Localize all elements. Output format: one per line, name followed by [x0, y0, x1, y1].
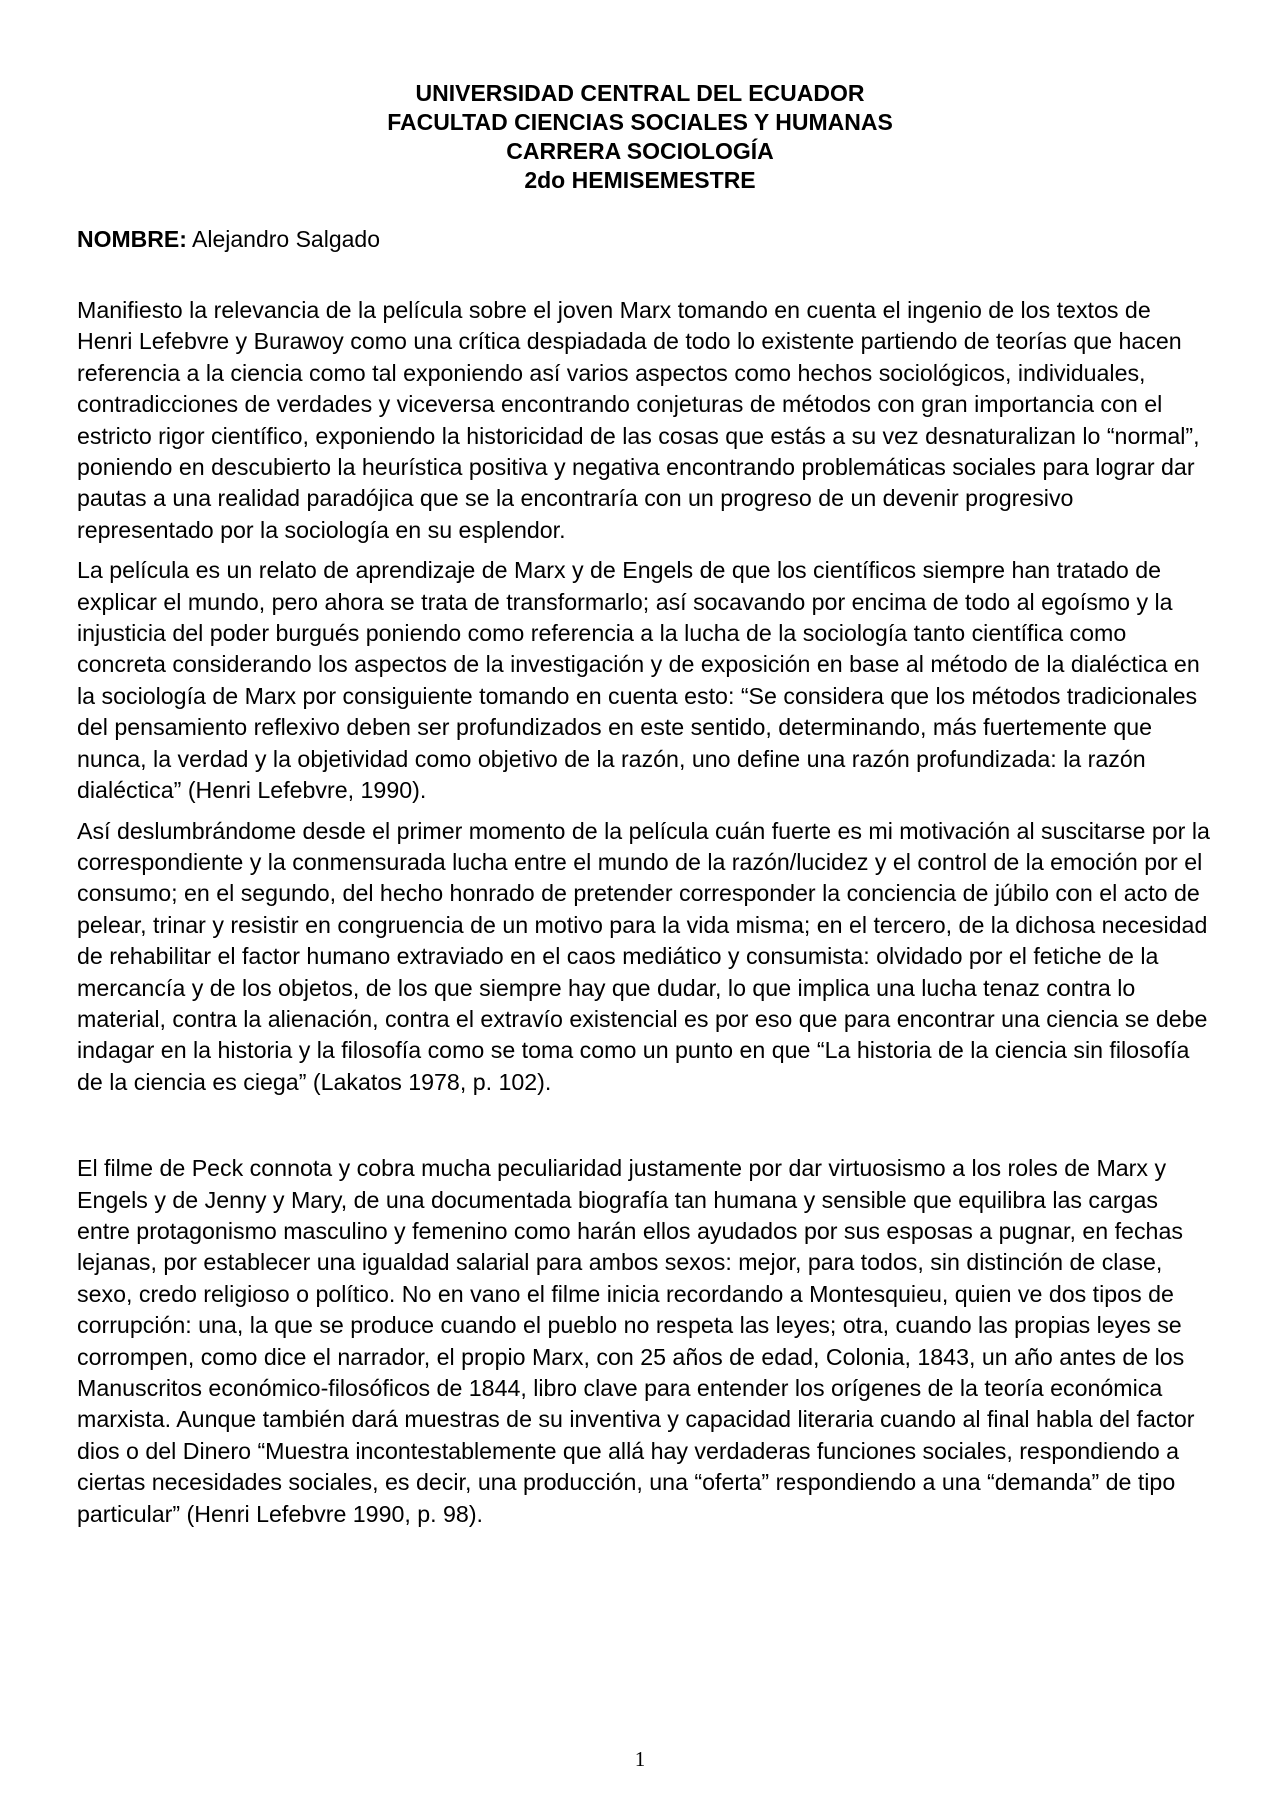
- career-name: CARRERA SOCIOLOGÍA: [506, 138, 774, 164]
- student-name: Alejandro Salgado: [192, 226, 380, 252]
- paragraph-3: Así deslumbrándome desde el primer momento de la película cuán fuerte es mi motivación al suscitarse por la correspondiente y la conmensurada lucha entre el mundo de la razón/lucidez y el control de la emoción por el consumo; en el segundo, del hecho honrado de pretender corresponder la conciencia de júbilo con el acto de pelear, trinar y resistir en congruencia de un motivo para la vida misma; en el tercero, de la dichosa necesidad de rehabilitar el factor humano extraviado en el caos mediático y consumista: olvidado por el fetiche de la mercancía y de los objetos, de los que siempre hay que dudar, lo que implica una lucha tenaz contra lo material, contra la alienación, contra el extravío existencial es por eso que para encontrar una ciencia se debe indagar en la historia y la filosofía como se toma como un punto en que “La historia de la ciencia sin filosofía de la ciencia es ciega” (Lakatos 1978, p. 102).: [77, 817, 1210, 1095]
- student-name-line: [77, 225, 380, 254]
- paragraph-2: La película es un relato de aprendizaje de Marx y de Engels de que los científicos siempre han tratado de explicar el mundo, pero ahora se trata de transformarlo; así socavando por encima de todo al egoísmo y la injusticia del poder burgués poniendo como referencia a la lucha de la sociología tanto científica como concreta considerando los aspectos de la investigación y de exposición en base al método de la dialéctica en la sociología de Marx por consiguiente tomando en cuenta esto: “Se considera que los métodos tradicionales del pensamiento reflexivo deben ser profundizados en este sentido, determinando, más fuertemente que nunca, la verdad y la objetividad como objetivo de la razón, uno define una razón profundizada: la razón dialéctica” (Henri Lefebvre, 1990).: [77, 557, 1200, 804]
- paragraph-4: El filme de Peck connota y cobra mucha peculiaridad justamente por dar virtuosismo a los roles de Marx y Engels y de Jenny y Mary, de una documentada biografía tan humana y sensible que equilibra las cargas entre protagonismo masculino y femenino como harán ellos ayudados por sus esposas a pugnar, en fechas lejanas, por establecer una igualdad salarial para ambos sexos: mejor, para todos, sin distinción de clase, sexo, credo religioso o político. No en vano el filme inicia recordando a Montesquieu, quien ve dos tipos de corrupción: una, la que se produce cuando el pueblo no respeta las leyes; otra, cuando las propias leyes se corrompen, como dice el narrador, el propio Marx, con 25 años de edad, Colonia, 1843, un año antes de los Manuscritos económico-filosóficos de 1844, libro clave para entender los orígenes de la teoría económica marxista. Aunque también dará muestras de su inventiva y capacidad literaria cuando al final habla del factor dios o del Dinero “Muestra incontestablemente que allá hay verdaderas funciones sociales, respondiendo a ciertas necesidades sociales, es decir, una producción, una “oferta” respondiendo a una “demanda” de tipo particular” (Henri Lefebvre 1990, p. 98).: [77, 1155, 1195, 1527]
- university-name: UNIVERSIDAD CENTRAL DEL ECUADOR: [415, 80, 865, 106]
- faculty-name: FACULTAD CIENCIAS SOCIALES Y HUMANAS: [387, 109, 893, 135]
- page-number: 1: [634, 1747, 646, 1771]
- semester-label: 2do HEMISEMESTRE: [524, 167, 756, 193]
- document-body: [77, 295, 1212, 1539]
- paragraph-1: Manifiesto la relevancia de la película sobre el joven Marx tomando en cuenta el ingenio de los textos de Henri Lefebvre y Burawoy como una crítica despiadada de todo lo existente partiendo de teorías que hacen referencia a la ciencia como tal exponiendo así varios aspectos como hechos sociológicos, individuales, contradicciones de verdades y viceversa encontrando conjeturas de métodos con gran importancia con el estricto rigor científico, exponiendo la historicidad de las cosas que estás a su vez desnaturalizan lo “normal”, poniendo en descubierto la heurística positiva y negativa encontrando problemáticas sociales para lograr dar pautas a una realidad paradójica que se la encontraría con un progreso de un devenir progresivo representado por la sociología en su esplendor.: [77, 297, 1200, 543]
- document-header: [0, 79, 1280, 195]
- name-label: NOMBRE:: [77, 226, 187, 252]
